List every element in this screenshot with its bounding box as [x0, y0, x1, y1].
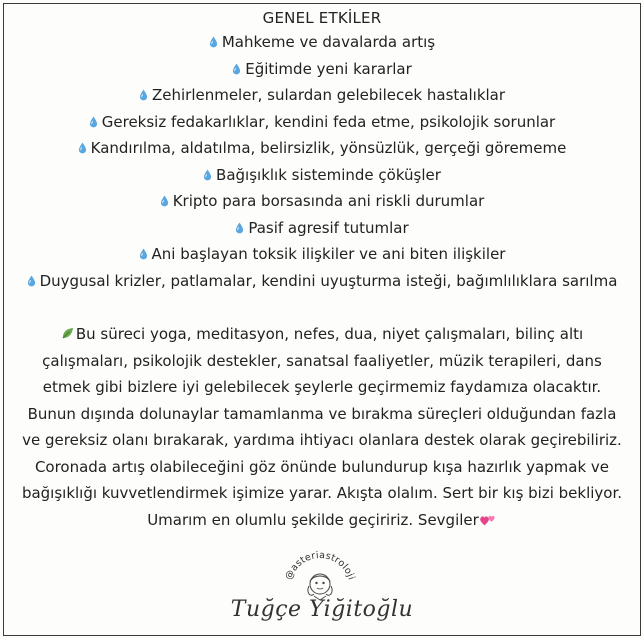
water-drop-icon	[235, 222, 244, 234]
water-drop-icon	[78, 142, 87, 154]
effect-item	[10, 29, 634, 56]
post-content	[10, 7, 634, 533]
effects-list	[10, 29, 634, 294]
leaf-icon	[61, 327, 74, 340]
effect-text: Bağışıklık sisteminde çöküşler	[216, 165, 441, 184]
water-drop-icon	[209, 36, 218, 48]
effect-text: Kandırılma, aldatılma, belirsizlik, yönsüzlük, gerçeği görememe	[90, 139, 567, 157]
water-drop-icon	[139, 89, 148, 101]
effect-text: Gereksiz fedakarlıklar, kendini feda etme, psikolojik sorunlar	[101, 112, 556, 131]
effect-item	[10, 82, 634, 109]
water-drop-icon	[232, 63, 241, 75]
author-signature: Tuğçe Yiğitoğlu	[230, 597, 414, 622]
effect-text: Zehirlenmeler, sulardan gelebilecek hastalıklar	[151, 86, 506, 104]
advice-paragraph	[10, 321, 634, 533]
water-drop-icon	[27, 275, 36, 287]
svg-text:@asteriastroloji: @asteriastroloji	[283, 549, 357, 582]
effect-text: Mahkeme ve davalarda artış	[221, 33, 436, 51]
effect-item	[10, 188, 634, 215]
brand-seal-logo	[276, 536, 364, 602]
effect-item	[10, 109, 634, 136]
page-title: GENEL ETKİLER	[262, 9, 382, 27]
water-drop-icon	[203, 169, 212, 181]
effect-item	[10, 241, 634, 268]
effect-item	[10, 135, 634, 162]
effect-text: Ani başlayan toksik ilişkiler ve ani biten ilişkiler	[151, 245, 506, 263]
effect-item	[10, 56, 634, 83]
effect-text: Eğitimde yeni kararlar	[245, 59, 412, 78]
two-hearts-icon	[479, 513, 497, 527]
effect-text: Pasif agresif tutumlar	[248, 218, 409, 237]
effect-item	[10, 215, 634, 242]
effect-text: Duygusal krizler, patlamalar, kendini uyuşturma isteği, bağımlılıklara sarılma	[39, 271, 618, 290]
advice-text: Bu süreci yoga, meditasyon, nefes, dua, niyet çalışmaları, bilinç altı çalışmaları, psikolojik destekler, sanatsal faaliyetler, müzik terapileri, dans etmek gibi bizlere iyi gelebilecek şeylerle geçirmemiz faydamıza olacaktır. Bunun dışında dolunaylar tamamlanma ve bırakma süreçleri olduğundan fazla ve gereksiz olanı bırakarak, yardıma ihtiyacı olanlara destek olarak geçirebiliriz. Coronada artış olabileceğini göz önünde bulundurup kışa hazırlık yapmak ve bağışıklığı kuvvetlendirmek işimize yarar. Akışta olalım. Sert bir kış bizi bekliyor. Umarım en olumlu şekilde geçiririz. Sevgiler	[21, 325, 623, 529]
effect-item	[10, 268, 634, 295]
water-drop-icon	[139, 248, 148, 260]
effect-text: Kripto para borsasında ani riskli durumlar	[172, 192, 485, 210]
water-drop-icon	[89, 116, 98, 128]
effect-item	[10, 162, 634, 189]
water-drop-icon	[160, 195, 169, 207]
